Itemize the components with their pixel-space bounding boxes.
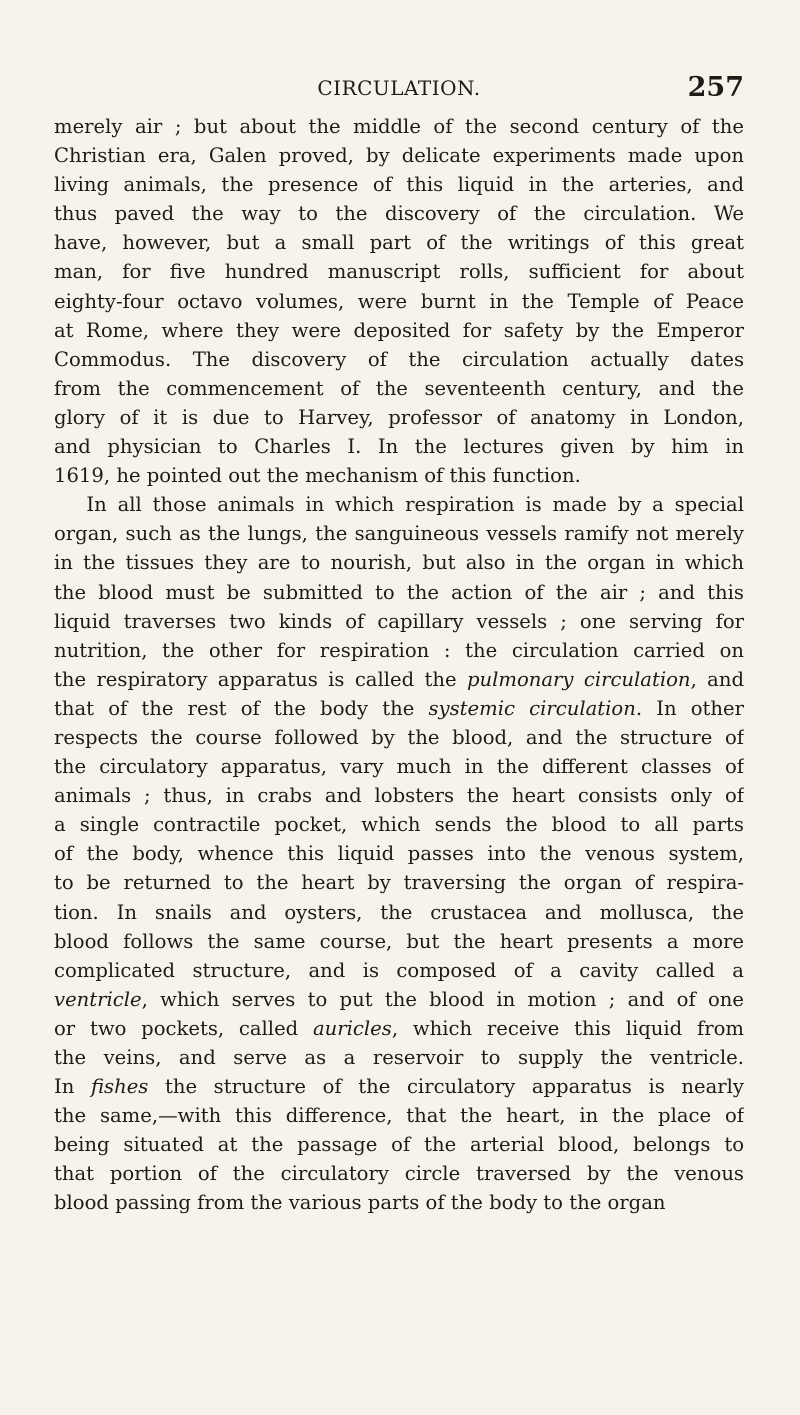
text-segment: the respiratory apparatus is called the <box>54 667 467 691</box>
text-segment: glory of it is due to Harvey, professor of anatomy in London, <box>54 405 744 429</box>
text-segment: In <box>54 1075 91 1099</box>
text-segment: tion. In snails and oysters, the crustacea and mollusca, the <box>54 900 744 924</box>
text-line <box>54 1188 744 1217</box>
text-segment: blood follows the same course, but the heart presents a more <box>54 929 744 953</box>
text-segment: animals ; thus, in crabs and lobsters the heart consists only of <box>54 784 744 808</box>
text-line <box>54 1130 744 1159</box>
text-line <box>54 461 744 490</box>
text-line <box>54 752 744 781</box>
text-segment: merely air ; but about the middle of the second century of the <box>54 115 744 138</box>
text-line <box>54 927 744 956</box>
text-line <box>54 985 744 1014</box>
text-segment: Christian era, Galen proved, by delicate experiments made upon <box>54 144 744 168</box>
italic-term: ventricle <box>54 987 142 1011</box>
text-line <box>54 723 744 752</box>
text-segment: or two pockets, called <box>54 1016 313 1040</box>
text-segment: thus paved the way to the discovery of the circulation. We <box>54 202 744 226</box>
text-line <box>54 199 744 228</box>
text-line <box>54 287 744 316</box>
text-line <box>54 694 744 723</box>
text-line <box>54 636 744 665</box>
text-line <box>54 1014 744 1043</box>
text-line <box>54 956 744 985</box>
text-line <box>54 665 744 694</box>
text-segment: living animals, the presence of this liquid in the arteries, and <box>54 173 744 197</box>
text-segment: and physician to Charles I. In the lectures given by him in <box>54 435 744 459</box>
text-line <box>54 316 744 345</box>
text-segment: nutrition, the other for respiration : the circulation carried on <box>54 638 744 662</box>
text-segment: respects the course followed by the blood, and the structure of <box>54 725 744 749</box>
text-line <box>54 548 744 577</box>
page-header <box>54 62 744 102</box>
text-segment: complicated structure, and is composed of a cavity called a <box>54 958 744 982</box>
text-segment: that of the rest of the body the <box>54 696 429 720</box>
text-segment: being situated at the passage of the arterial blood, belongs to <box>54 1133 744 1157</box>
text-line <box>54 578 744 607</box>
text-line <box>54 1159 744 1188</box>
text-segment: liquid traverses two kinds of capillary vessels ; one serving for <box>54 609 744 633</box>
text-segment: . In other <box>635 696 744 720</box>
text-segment: the circulatory apparatus, vary much in the different classes of <box>54 755 744 779</box>
text-segment: organ, such as the lungs, the sanguineous vessels ramify not merely <box>54 522 744 546</box>
text-line <box>54 403 744 432</box>
text-segment: the blood must be submitted to the action of the air ; and this <box>54 580 744 604</box>
text-line <box>54 519 744 548</box>
text-segment: 1619, he pointed out the mechanism of this function. <box>54 464 581 488</box>
text-segment: Commodus. The discovery of the circulation actually dates <box>54 347 744 371</box>
text-segment: , which receive this liquid from <box>391 1016 744 1040</box>
text-segment: in the tissues they are to nourish, but also in the organ in which <box>54 551 744 575</box>
text-line <box>54 170 744 199</box>
text-line <box>54 374 744 403</box>
text-segment: the structure of the circulatory apparatus is nearly <box>148 1075 744 1099</box>
text-segment: In all those animals in which respiration is made by a special <box>54 493 744 517</box>
text-segment: blood passing from the various parts of the body to the organ <box>54 1191 666 1215</box>
italic-term: systemic circulation <box>428 696 636 720</box>
italic-term: pulmonary circulation <box>466 667 691 691</box>
running-title: CIRCULATION. <box>317 76 481 100</box>
text-line <box>54 898 744 927</box>
text-line <box>54 810 744 839</box>
text-line <box>54 839 744 868</box>
text-segment: that portion of the circulatory circle traversed by the venous <box>54 1162 744 1186</box>
text-segment: the veins, and serve as a reservoir to supply the ventricle. <box>54 1046 744 1069</box>
text-line <box>54 432 744 461</box>
text-segment: , which serves to put the blood in motion ; and of one <box>141 987 744 1011</box>
text-line <box>54 345 744 374</box>
text-line <box>54 607 744 636</box>
text-segment: at Rome, where they were deposited for safety by the Emperor <box>54 318 744 342</box>
italic-term: fishes <box>90 1075 149 1099</box>
text-line <box>54 490 744 519</box>
text-line <box>54 141 744 170</box>
text-segment: , and <box>690 667 744 691</box>
italic-term: auricles <box>313 1016 392 1040</box>
text-segment: a single contractile pocket, which sends the blood to all parts <box>54 813 744 837</box>
text-segment: the same,—with this difference, that the heart, in the place of <box>54 1104 744 1128</box>
text-line <box>54 257 744 286</box>
text-line <box>54 112 744 141</box>
text-segment: eighty-four octavo volumes, were burnt in the Temple of Peace <box>54 289 744 313</box>
text-segment: from the commencement of the seventeenth century, and the <box>54 376 744 400</box>
text-segment: of the body, whence this liquid passes into the venous system, <box>54 842 744 866</box>
text-line <box>54 228 744 257</box>
text-line <box>54 1101 744 1130</box>
text-segment: have, however, but a small part of the writings of this great <box>54 231 744 255</box>
body-text <box>54 112 744 1218</box>
text-line <box>54 1072 744 1101</box>
text-line <box>54 1043 744 1072</box>
text-segment: man, for five hundred manuscript rolls, sufficient for about <box>54 260 744 284</box>
text-segment: to be returned to the heart by traversing the organ of respira- <box>54 871 744 895</box>
page-number: 257 <box>687 72 744 103</box>
text-line <box>54 781 744 810</box>
text-line <box>54 868 744 897</box>
